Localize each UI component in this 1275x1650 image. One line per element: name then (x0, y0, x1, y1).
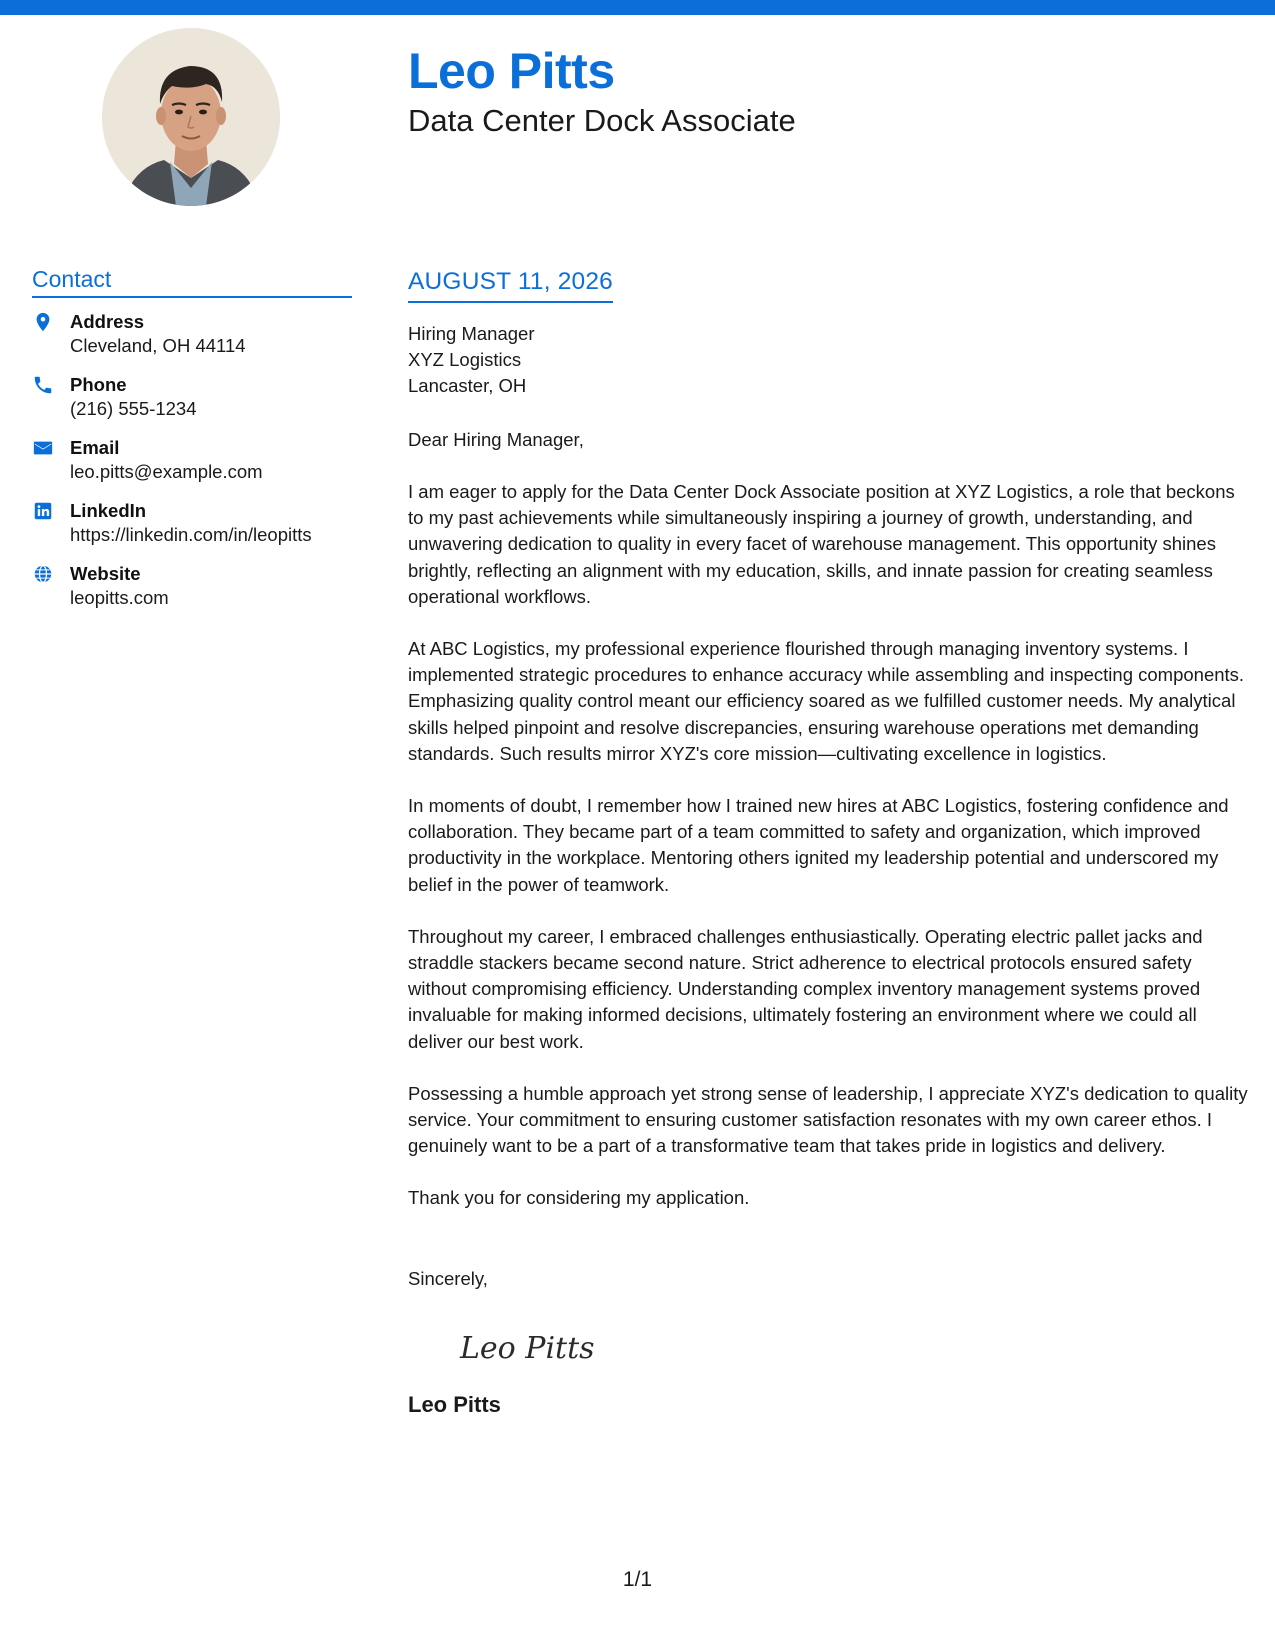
contact-item-phone (32, 373, 352, 421)
applicant-name: Leo Pitts (408, 43, 615, 99)
contact-label: Website (70, 563, 141, 584)
letter-body (408, 268, 1253, 1418)
email-icon (32, 437, 56, 461)
closing: Sincerely, (408, 1267, 488, 1289)
letter-date: AUGUST 11, 2026 (408, 268, 613, 303)
contact-heading: Contact (32, 266, 352, 298)
globe-icon (32, 563, 56, 587)
top-accent-bar (0, 0, 1275, 15)
avatar-illustration (102, 28, 280, 206)
contact-value[interactable]: leo.pitts@example.com (70, 461, 263, 482)
contact-item-linkedin (32, 499, 352, 547)
recipient-block (408, 321, 1253, 399)
handwritten-signature (456, 1322, 626, 1374)
contact-item-website (32, 562, 352, 610)
paragraph: At ABC Logistics, my professional experience flourished through managing inventory systems. I implemented strategic procedures to enhance accuracy while assembling and inspecting components. Emphasizing quality control meant our efficiency soared as we fulfilled customer needs. My analytical skills helped pinpoint and resolve discrepancies, ensuring warehouse operations met demanding standards. Such results mirror XYZ's core mission—cultivating excellence in logistics. (408, 638, 1245, 764)
location-pin-icon (32, 311, 56, 335)
linkedin-icon (32, 500, 56, 524)
recipient-line: XYZ Logistics (408, 349, 522, 370)
contact-value: Cleveland, OH 44114 (70, 335, 246, 356)
contact-label: LinkedIn (70, 500, 147, 521)
paragraph: Possessing a humble approach yet strong sense of leadership, I appreciate XYZ's dedication to quality service. Your commitment to ensuring customer satisfaction resonates with my own career ethos. I genuinely want to be a part of a transformative team that takes pride in logistics and delivery. (408, 1082, 1248, 1157)
paragraph: Thank you for considering my application. (408, 1187, 750, 1209)
paragraph: In moments of doubt, I remember how I trained new hires at ABC Logistics, fostering confidence and collaboration. They became part of a team committed to safety and organization, which improved productivity in the workplace. Mentoring others ignited my leadership potential and underscored my belief in the power of teamwork. (408, 795, 1229, 895)
recipient-line: Hiring Manager (408, 323, 535, 344)
contact-value[interactable]: leopitts.com (70, 587, 169, 608)
contact-label: Email (70, 437, 120, 458)
contact-label: Phone (70, 374, 127, 395)
contact-value[interactable]: https://linkedin.com/in/leopitts (70, 524, 312, 545)
contact-value[interactable]: (216) 555-1234 (70, 398, 197, 419)
paragraph: I am eager to apply for the Data Center Dock Associate position at XYZ Logistics, a role that beckons to my past achievements while simultaneously inspiring a journey of growth, understanding, and unwavering dedication to quality in every facet of warehouse management. This opportunity shines brightly, reflecting an alignment with my education, skills, and innate passion for creating seamless operational workflows. (408, 481, 1235, 607)
signer-name: Leo Pitts (408, 1391, 501, 1417)
paragraph: Throughout my career, I embraced challenges enthusiastically. Operating electric pallet jacks and straddle stackers became second nature. Strict adherence to electrical protocols ensured safety without compromising efficiency. Understanding complex inventory management systems proved invaluable for making informed decisions, ultimately fostering an environment where we could all deliver our best work. (408, 925, 1203, 1052)
contact-label: Address (70, 311, 145, 332)
phone-icon (32, 374, 56, 398)
contact-list (32, 310, 352, 610)
contact-item-address (32, 310, 352, 358)
profile-photo (102, 28, 280, 206)
salutation: Dear Hiring Manager, (408, 429, 584, 450)
page-number: 1/1 (622, 1568, 653, 1591)
job-title: Data Center Dock Associate (408, 103, 796, 138)
contact-sidebar (32, 266, 352, 625)
signature-text: Leo Pitts (460, 1330, 595, 1366)
recipient-line: Lancaster, OH (408, 375, 527, 396)
contact-item-email (32, 436, 352, 484)
